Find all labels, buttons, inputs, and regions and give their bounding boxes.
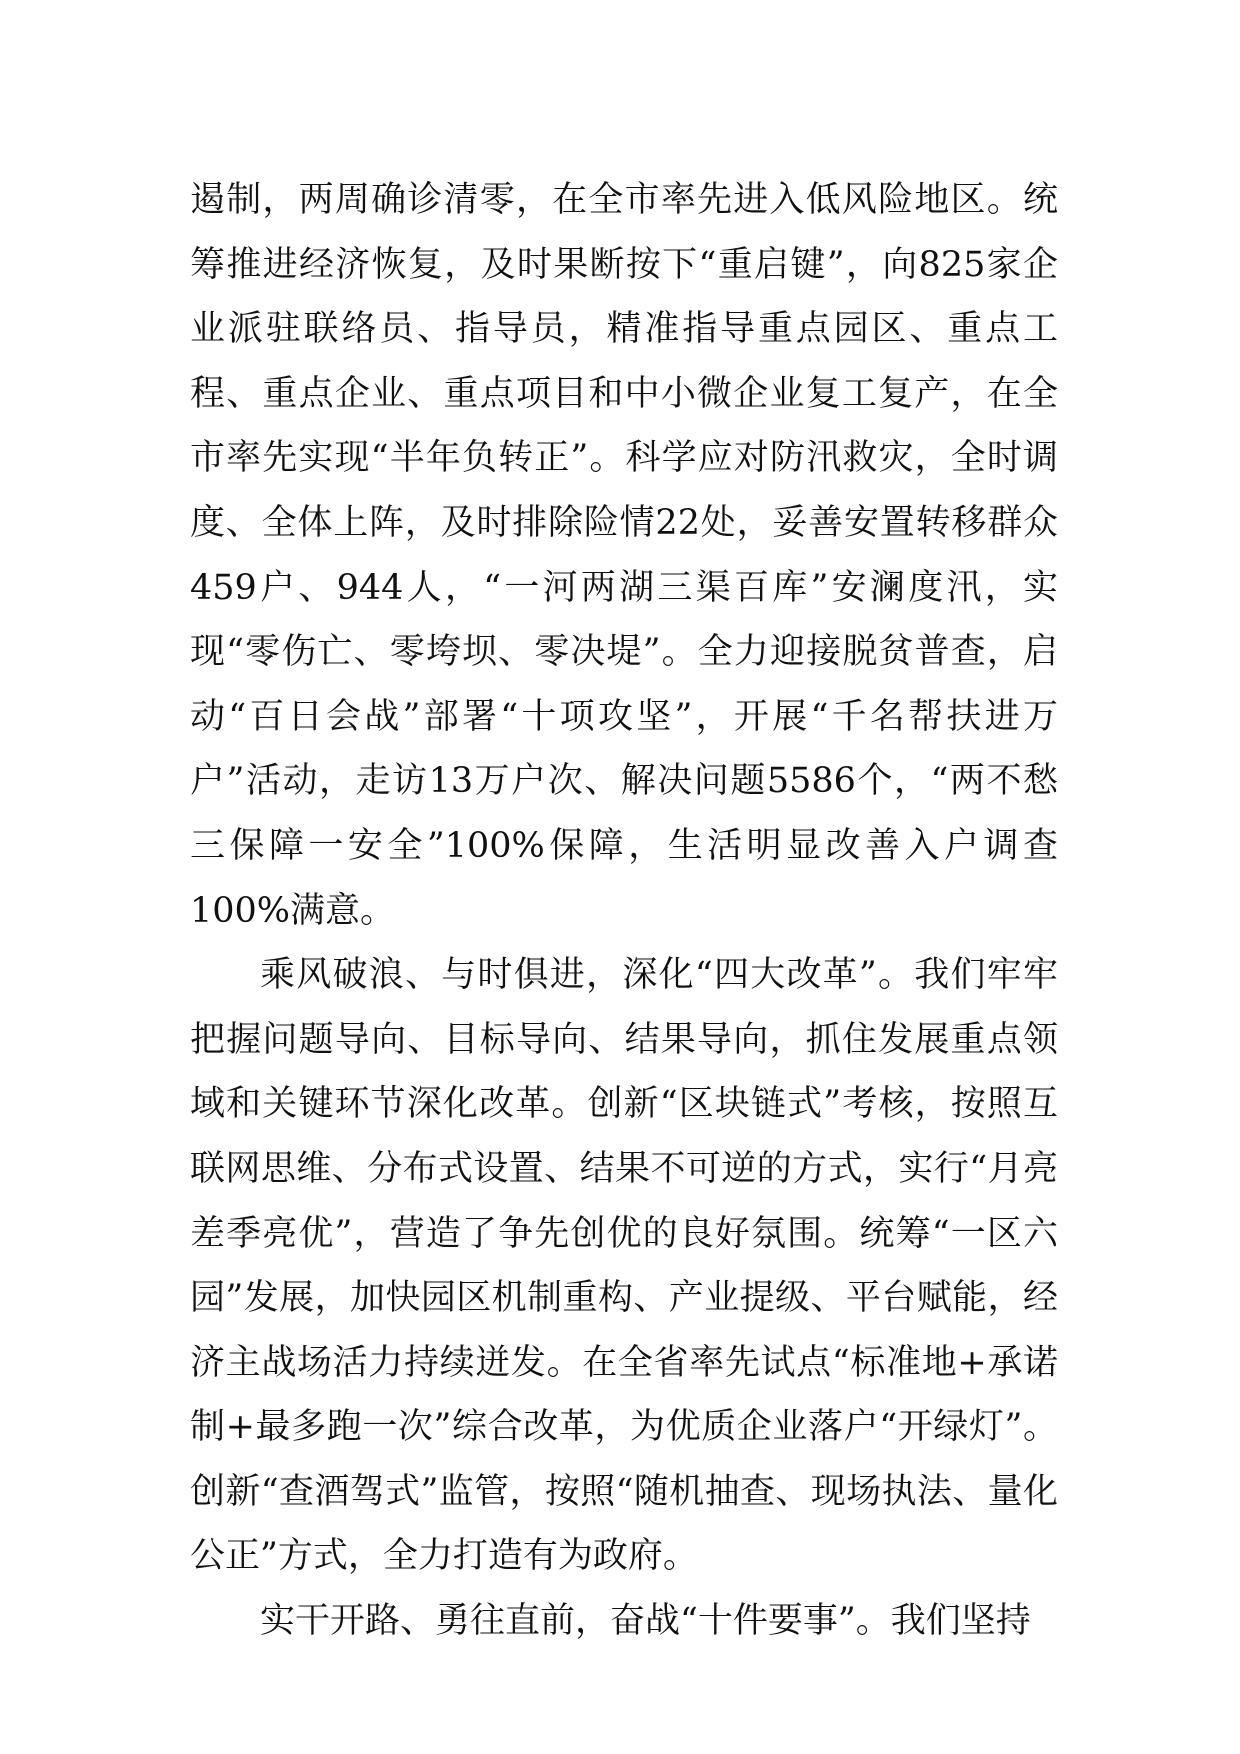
paragraph-1: 遏制，两周确诊清零，在全市率先进入低风险地区。统筹推进经济恢复，及时果断按下“重启键”，向825家企业派驻联络员、指导员，精准指导重点园区、重点工程、重点企业、重点项目和中小微企业复工复产，在全市率先实现“半年负转正”。科学应对防汛救灾，全时调度、全体上阵，及时排除险情22处，妥善安置转移群众459户、944人，“一河两湖三渠百库”安澜度汛，实现“零伤亡、零垮坝、零决堤”。全力迎接脱贫普查，启动“百日会战”部署“十项攻坚”，开展“千名帮扶进万户”活动，走访13万户次、解决问题5586个，“两不愁三保障一安全”100%保障，生活明显改善入户调查100%满意。 bbox=[190, 180, 1058, 931]
paragraph-3: 实干开路、勇往直前，奋战“十件要事”。我们坚持 bbox=[260, 1601, 1031, 1642]
paragraph-2: 乘风破浪、与时俱进，深化“四大改革”。我们牢牢把握问题导向、目标导向、结果导向，抓住发展重点领域和关键环节深化改革。创新“区块链式”考核，按照互联网思维、分布式设置、结果不可逆的方式，实行“月亮差季亮优”，营造了争先创优的良好氛围。统筹“一区六园”发展，加快园区机制重构、产业提级、平台赋能，经济主战场活力持续迸发。在全省率先试点“标准地+承诺制+最多跑一次”综合改革，为优质企业落户“开绿灯”。创新“查酒驾式”监管，按照“随机抽查、现场执法、量化公正”方式，全力打造有为政府。 bbox=[190, 955, 1058, 1577]
document-body bbox=[190, 168, 1058, 1654]
